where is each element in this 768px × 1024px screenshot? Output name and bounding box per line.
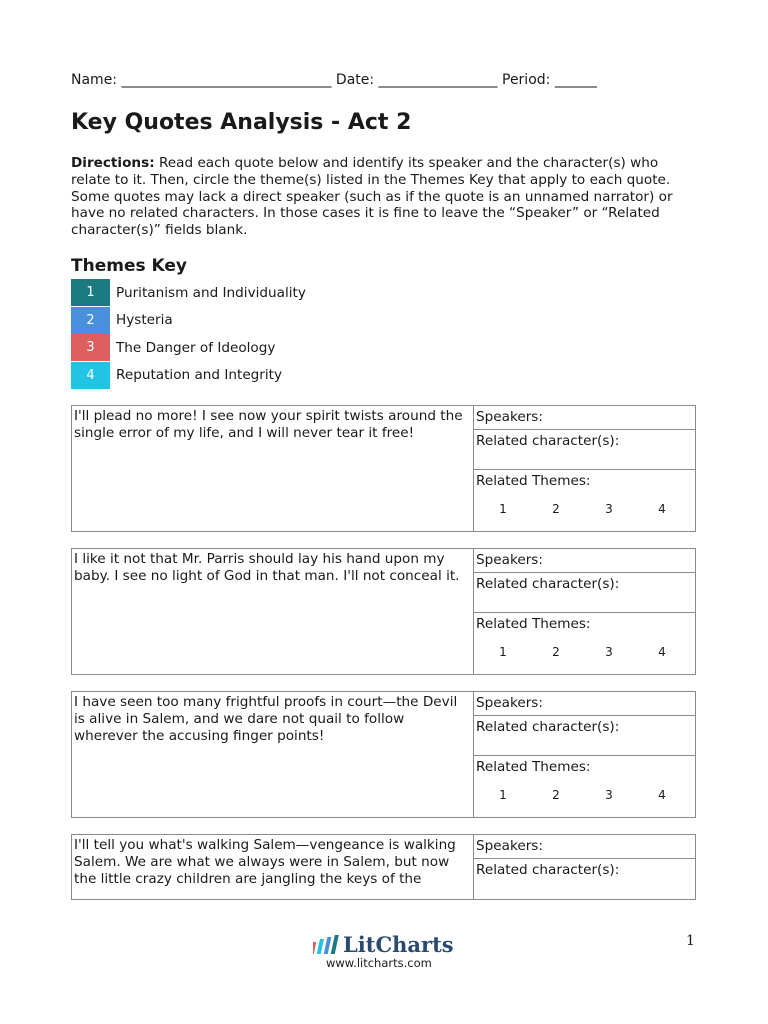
theme-label: Puritanism and Individuality <box>116 284 306 301</box>
directions <box>71 155 696 239</box>
theme-option[interactable]: 3 <box>605 788 613 802</box>
related-themes-label: Related Themes: <box>476 616 591 632</box>
quote-text: I'll tell you what's walking Salem—vengeance is walking Salem. We are what we always were in Salem, but now the little crazy children are jangling the keys of the <box>74 837 456 887</box>
theme-label: Hysteria <box>116 312 173 328</box>
theme-number-badge: 3 <box>71 334 110 361</box>
directions-text: Read each quote below and identify its speaker and the character(s) who relate to it. Then, circle the theme(s) listed in the Themes Key that apply to each quote. Some quotes may lack a direct speaker (such as if the quote is an unnamed narrator) or have no related characters. In those cases it is fine to leave the “Speaker” or “Related character(s)” fields blank. <box>71 155 673 239</box>
theme-option[interactable]: 2 <box>552 645 560 659</box>
directions-label: Directions: <box>71 155 155 171</box>
quote-text: I have seen too many frightful proofs in court—the Devil is alive in Salem, and we dare not quail to follow wherever the accusing finger points! <box>74 694 458 744</box>
related-themes-field <box>474 470 695 531</box>
theme-number-options <box>474 784 695 804</box>
quote-text: I like it not that Mr. Parris should lay his hand upon my baby. I see no light of God in that man. I'll not conceal it. <box>74 551 460 584</box>
related-characters-field[interactable]: Related character(s): <box>474 430 695 470</box>
theme-number-options <box>474 498 695 518</box>
themes-key-title: Themes Key <box>71 256 187 276</box>
speakers-field[interactable]: Speakers: <box>474 406 695 430</box>
theme-option[interactable]: 1 <box>499 645 507 659</box>
quote-box <box>71 405 696 532</box>
footer-url[interactable]: www.litcharts.com <box>326 956 432 970</box>
speakers-field[interactable]: Speakers: <box>474 835 695 859</box>
header-fields: Name: ______________________________ Date: _________________ Period: ______ <box>71 72 597 88</box>
theme-option[interactable]: 4 <box>658 502 666 516</box>
theme-option[interactable]: 4 <box>658 645 666 659</box>
page-number: 1 <box>686 933 695 949</box>
quote-box <box>71 834 696 900</box>
theme-label: Reputation and Integrity <box>116 367 283 383</box>
logo-text: LitCharts <box>343 931 454 957</box>
related-characters-field[interactable]: Related character(s): <box>474 573 695 613</box>
related-themes-field <box>474 613 695 674</box>
speakers-field[interactable]: Speakers: <box>474 549 695 573</box>
quote-box <box>71 691 696 818</box>
litcharts-logo <box>313 929 463 959</box>
theme-option[interactable]: 3 <box>605 645 613 659</box>
theme-option[interactable]: 2 <box>552 502 560 516</box>
related-themes-field <box>474 756 695 817</box>
related-characters-field[interactable]: Related character(s): <box>474 716 695 756</box>
related-themes-label: Related Themes: <box>476 759 591 775</box>
speakers-field[interactable]: Speakers: <box>474 692 695 716</box>
theme-option[interactable]: 4 <box>658 788 666 802</box>
theme-option[interactable]: 3 <box>605 502 613 516</box>
theme-number-badge: 1 <box>71 279 110 306</box>
theme-number-options <box>474 641 695 661</box>
quote-box <box>71 548 696 675</box>
quote-fields <box>473 406 695 531</box>
page-title: Key Quotes Analysis - Act 2 <box>71 110 412 135</box>
related-characters-field[interactable]: Related character(s): <box>476 862 620 878</box>
theme-label: The Danger of Ideology <box>116 339 276 356</box>
theme-option[interactable]: 1 <box>499 788 507 802</box>
theme-number-badge: 2 <box>71 307 110 334</box>
quote-fields <box>473 835 695 899</box>
theme-option[interactable]: 1 <box>499 502 507 516</box>
theme-option[interactable]: 2 <box>552 788 560 802</box>
related-themes-label: Related Themes: <box>476 473 591 489</box>
theme-number-badge: 4 <box>71 362 110 389</box>
quote-text: I'll plead no more! I see now your spirit twists around the single error of my life, and I will never tear it free! <box>74 408 463 441</box>
quote-fields <box>473 549 695 674</box>
quote-fields <box>473 692 695 817</box>
logo-bars-icon <box>313 934 339 954</box>
